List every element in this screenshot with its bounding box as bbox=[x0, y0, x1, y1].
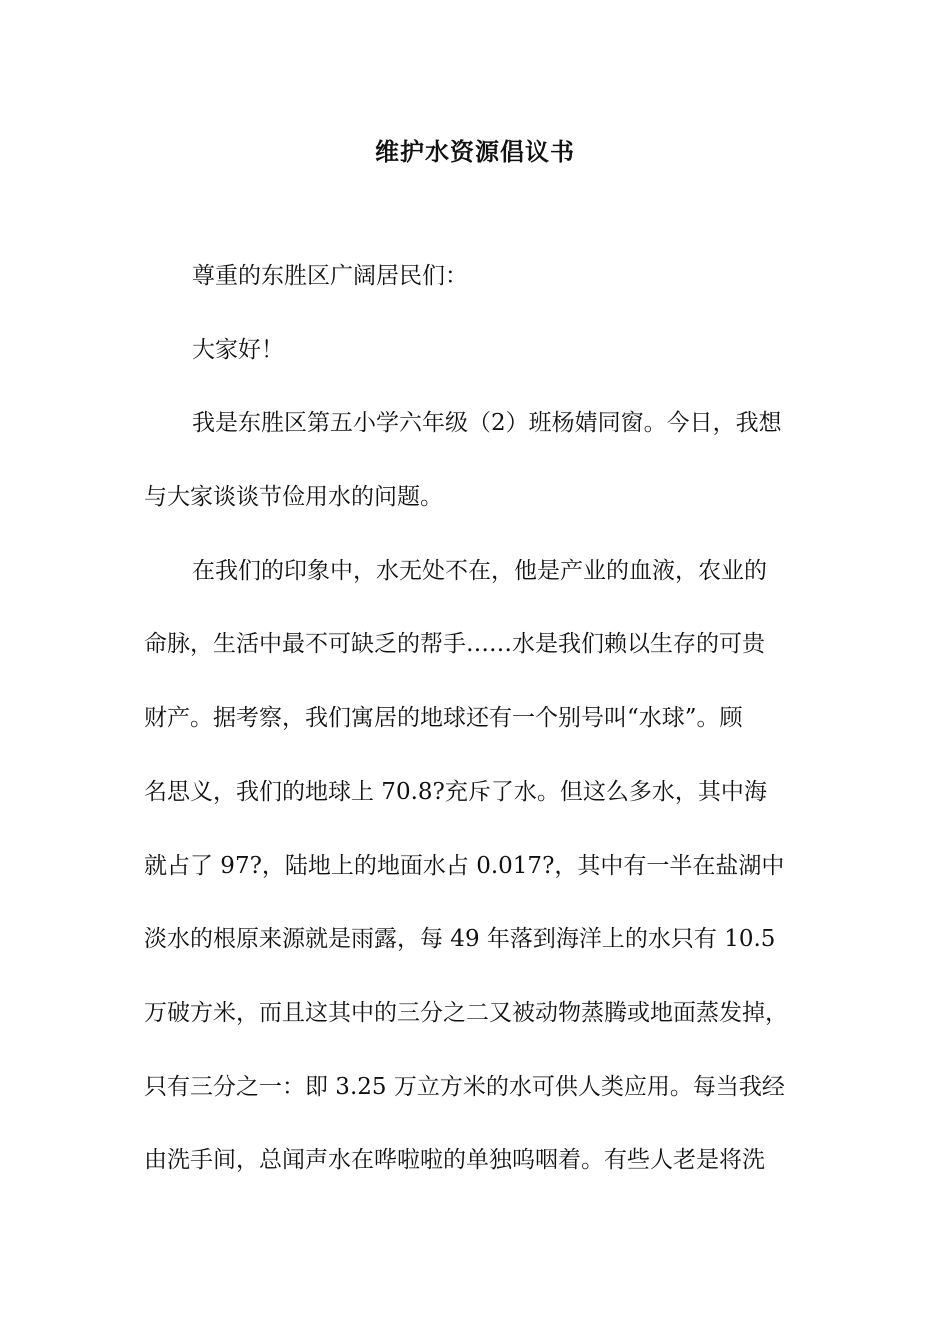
paragraph-line: 与大家谈谈节俭用水的问题。 bbox=[144, 484, 443, 511]
greeting-line: 大家好！ bbox=[192, 336, 284, 363]
paragraph-line: 由洗手间，总闻声水在哗啦啦的单独呜咽着。有些人老是将洗 bbox=[144, 1147, 765, 1174]
paragraph-line: 财产。据考察，我们寓居的地球还有一个别号叫“水球”。顾 bbox=[144, 705, 743, 732]
paragraph-line: 只有三分之一：即 3.25 万立方米的水可供人类应用。每当我经 bbox=[144, 1073, 785, 1100]
paragraph-line: 淡水的根原来源就是雨露，每 49 年落到海洋上的水只有 10.5 bbox=[144, 926, 776, 953]
paragraph-line: 命脉，生活中最不可缺乏的帮手……水是我们赖以生存的可贵 bbox=[144, 631, 765, 658]
paragraph-line: 在我们的印象中，水无处不在，他是产业的血液，农业的 bbox=[192, 557, 767, 584]
paragraph-line: 名思义，我们的地球上 70.8?充斥了水。但这么多水，其中海 bbox=[144, 778, 767, 805]
paragraph-line: 就占了 97?，陆地上的地面水占 0.017?，其中有一半在盐湖中 bbox=[144, 852, 785, 879]
document-body bbox=[144, 254, 814, 1212]
paragraph-line: 我是东胜区第五小学六年级（2）班杨婧同窗。今日，我想 bbox=[192, 410, 782, 437]
document-title: 维护水资源倡议书 bbox=[375, 137, 575, 166]
paragraph-line: 万破方米，而且这其中的三分之二又被动物蒸腾或地面蒸发掉， bbox=[144, 999, 788, 1026]
salutation-line: 尊重的东胜区广阔居民们： bbox=[192, 263, 468, 289]
